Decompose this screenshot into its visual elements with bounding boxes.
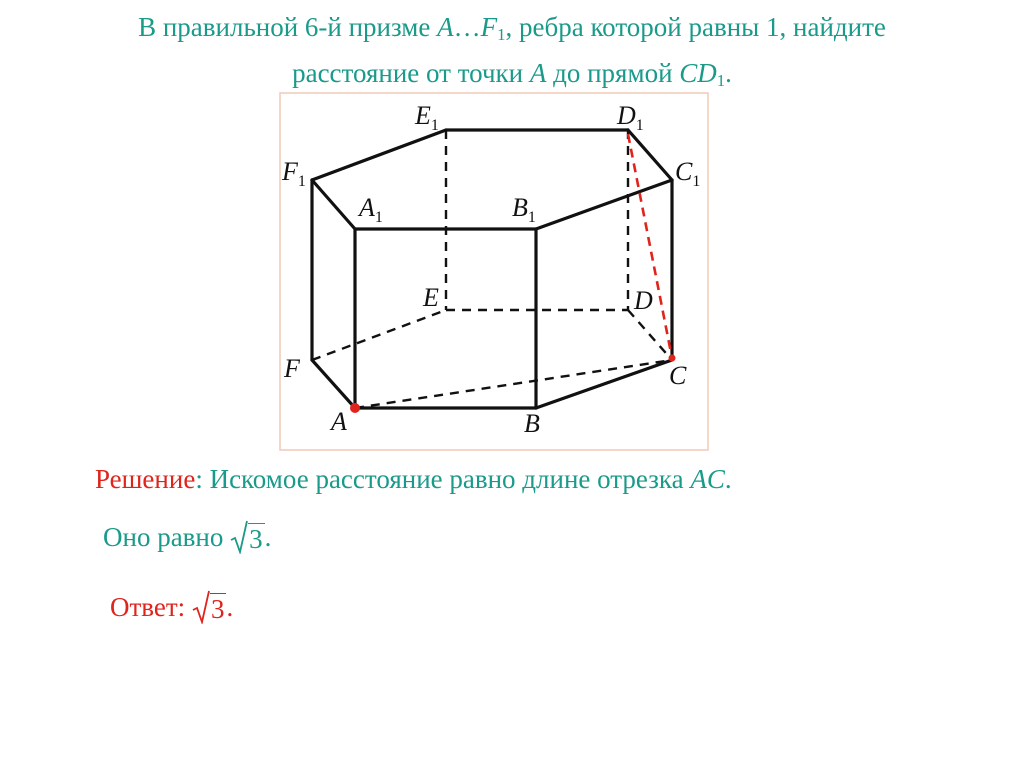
label-F: F xyxy=(284,354,300,383)
solution-label: Решение xyxy=(95,464,196,494)
point-A-marker xyxy=(350,403,360,413)
radicand: 3 xyxy=(249,524,263,554)
problem-text: , ребра которой равны 1, найдите xyxy=(505,12,886,42)
problem-text: расстояние от точки xyxy=(292,58,530,89)
label-F1: $F_1$ xyxy=(282,157,306,190)
line-label: CD xyxy=(679,58,717,89)
point-label: F xyxy=(480,12,498,42)
problem-text: . xyxy=(725,58,732,89)
label-E: E xyxy=(423,283,439,312)
label-A: A xyxy=(331,407,347,436)
square-root xyxy=(230,520,265,554)
problem-text: В правильной 6-й призме xyxy=(138,12,438,42)
answer-line xyxy=(110,590,233,624)
radicand: 3 xyxy=(210,594,225,624)
result-end: . xyxy=(264,522,272,552)
solution-colon: : xyxy=(195,464,203,494)
answer-colon: : xyxy=(177,592,192,622)
problem-text: до прямой xyxy=(546,58,680,89)
subscript: 1 xyxy=(716,71,726,91)
solution-line xyxy=(95,462,732,496)
prism-diagram xyxy=(279,92,709,452)
ellipsis: … xyxy=(453,12,481,42)
result-line xyxy=(103,520,271,554)
answer-label: Ответ xyxy=(110,592,178,622)
label-B1: $B_1$ xyxy=(512,193,536,226)
result-text: Оно равно xyxy=(103,522,231,552)
subscript: 1 xyxy=(497,25,506,45)
answer-end: . xyxy=(226,592,234,622)
problem-line-1 xyxy=(0,8,1024,54)
segment-label: AC xyxy=(690,464,725,494)
point-label: A xyxy=(529,58,547,89)
solution-text: Искомое расстояние равно длине отрезка xyxy=(202,464,691,494)
problem-statement xyxy=(0,8,1024,100)
square-root xyxy=(192,590,227,624)
label-C1: $C_1$ xyxy=(675,157,701,190)
label-A1: $A_1$ xyxy=(359,193,383,226)
label-E1: $E_1$ xyxy=(415,101,439,134)
label-B: B xyxy=(524,409,540,438)
radical-sign-icon xyxy=(230,520,248,554)
label-D: D xyxy=(634,286,653,315)
label-D1: $D_1$ xyxy=(617,101,644,134)
point-label: A xyxy=(437,12,454,42)
label-C: C xyxy=(669,361,687,390)
radical-sign-icon xyxy=(192,590,210,624)
solution-end: . xyxy=(724,464,732,494)
